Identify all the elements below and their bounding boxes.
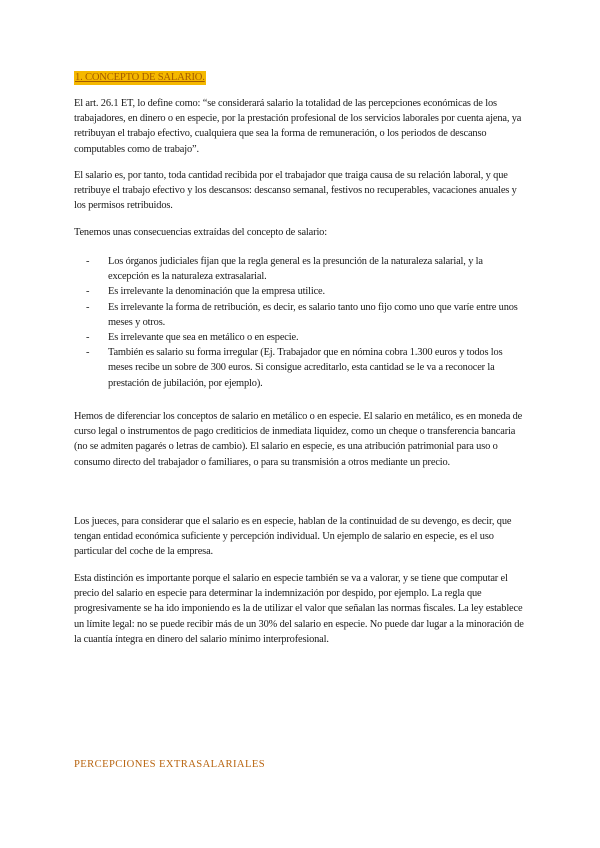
bullet-dash: - [86, 256, 90, 267]
paragraph-definition: El art. 26.1 ET, lo define como: “se considerará salario la totalidad de las percepciones económicas de los trabajadores, en dinero o en especie, por la prestación profesional de los servicios laborales por cuenta ajena, ya retribuyan el trabajo efectivo, cualquiera que sea la forma de remuneración, o los periodos de descanso computables como de trabajo”. [74, 98, 522, 155]
section-heading-percepciones-extrasalariales: PERCEPCIONES EXTRASALARIALES [74, 759, 266, 770]
paragraph-consequences-intro: Tenemos unas consecuencias extraídas del concepto de salario: [74, 227, 327, 238]
paragraph-salary-explanation: El salario es, por tanto, toda cantidad recibida por el trabajador que traiga causa de su relación laboral, y que retribuye el trabajo efectivo y los descansos: descanso semanal, festivos no recuperables, vacaciones anuales y los permisos retribuidos. [74, 170, 517, 212]
list-item: - Es irrelevante que sea en metálico o en especie. [86, 330, 526, 345]
paragraph-distincion: Esta distinción es importante porque el salario en especie también se va a valorar, y se tiene que computar el precio del salario en especie para determinar la indemnización por despido, por ejemplo. La regla que progresivamente se ha ido imponiendo es la de utilizar el valor que señalan las normas fiscales. La ley establece un límite legal: no se puede recibir más de un 30% del salario en especie. No puede dar lugar a la minoración de la cuantía íntegra en dinero del salario mínimo interprofesional. [74, 573, 524, 645]
bullet-dash: - [86, 332, 90, 344]
bullet-dash: - [86, 347, 90, 359]
list-item: - Es irrelevante la denominación que la empresa utilice. [86, 284, 526, 299]
section-heading-concepto-salario: 1. CONCEPTO DE SALARIO. [75, 72, 205, 83]
bullet-dash: - [86, 301, 90, 313]
paragraph-jueces: Los jueces, para considerar que el salario es en especie, hablan de la continuidad de su devengo, es decir, que tengan entidad económica suficiente y percepción individual. Un ejemplo de salario en especie, es el uso particular del coche de la empresa. [74, 516, 512, 558]
consequences-list [86, 254, 526, 391]
list-item: - Es irrelevante la forma de retribución, es decir, es salario tanto uno fijo como uno que varíe entre unos meses y otros. [86, 301, 518, 328]
paragraph-metalico-especie: Hemos de diferenciar los conceptos de salario en metálico o en especie. El salario en metálico, es en moneda de curso legal o instrumentos de pago crediticios de inmediata liquidez, como un cheque o transferencia bancaria (no se admiten pagarés o letras de cambio). El salario en especie, es una atribución patrimonial para uso o consumo directo del trabajador o familiares, o para su transmisión a otros mediante un precio. [74, 411, 523, 468]
bullet-dash: - [86, 286, 90, 298]
list-item: - Los órganos judiciales fijan que la regla general es la presunción de la naturaleza salarial, y la excepción es la naturaleza extrasalarial. [86, 256, 483, 283]
list-item: - También es salario su forma irregular (Ej. Trabajador que en nómina cobra 1.300 euros y todos los meses recibe un sobre de 300 euros. Si consigue acreditarlo, esta cantidad se le va a reconocer la prestación de jubilación, por ejemplo). [86, 347, 503, 389]
